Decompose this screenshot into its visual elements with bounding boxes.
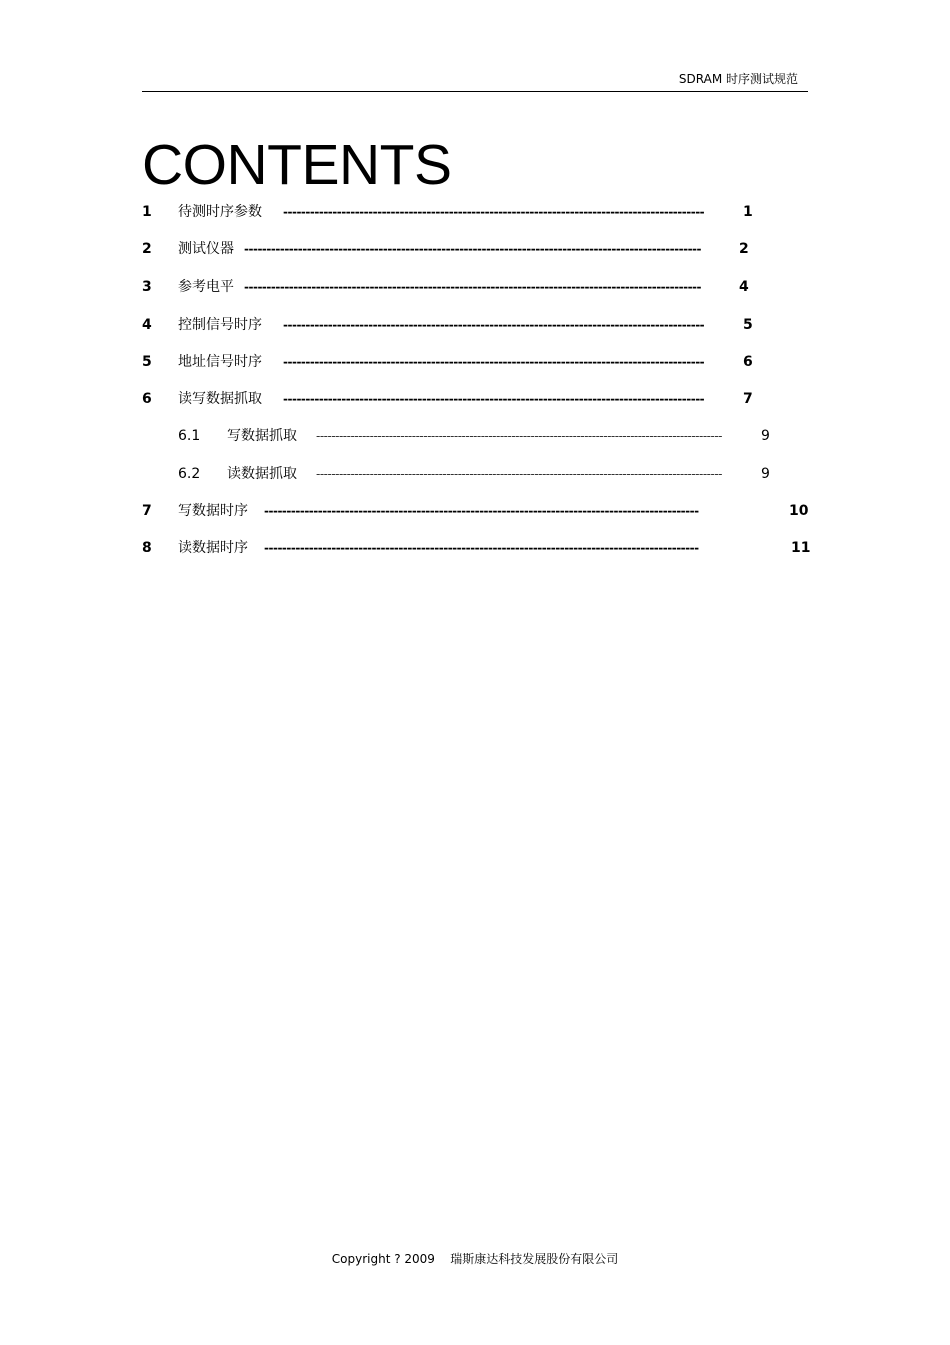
toc-number: 1: [142, 204, 152, 220]
toc-page-number: 10: [789, 503, 809, 519]
toc-label: 写数据时序: [178, 503, 248, 519]
toc-leader: ----------------------------------------------------------------------------------------------: [283, 205, 705, 219]
toc-entry-1[interactable]: [142, 202, 808, 222]
toc-number: 6.1: [178, 428, 201, 444]
toc-leader: ------------------------------------------------------------------------------------------------------: [244, 280, 702, 294]
toc-leader: ----------------------------------------------------------------------------------------------------------: [316, 467, 722, 481]
toc-entry-6-1[interactable]: [142, 426, 808, 446]
toc-label: 待测时序参数: [178, 204, 262, 220]
page-footer: [0, 1250, 950, 1267]
toc-leader: -------------------------------------------------------------------------------------------------: [264, 541, 699, 555]
toc-label: 控制信号时序: [178, 317, 262, 333]
toc-entry-8[interactable]: [142, 538, 811, 558]
header-title: SDRAM 时序测试规范: [678, 72, 798, 86]
toc-page-number: 1: [743, 204, 753, 220]
toc-leader: ----------------------------------------------------------------------------------------------: [283, 318, 705, 332]
toc-entry-7[interactable]: [142, 501, 808, 521]
toc-entry-6[interactable]: [142, 389, 808, 409]
toc-label: 写数据抓取: [227, 428, 297, 444]
toc-entry-4[interactable]: [142, 315, 808, 335]
toc-number: 2: [142, 241, 152, 257]
toc-label: 地址信号时序: [178, 354, 262, 370]
toc-leader: ------------------------------------------------------------------------------------------------------: [244, 242, 702, 256]
toc-number: 7: [142, 503, 152, 519]
toc-entry-6-2[interactable]: [142, 464, 808, 484]
contents-title: CONTENTS: [142, 133, 452, 197]
toc-label: 读数据抓取: [227, 466, 297, 482]
toc-number: 8: [142, 540, 152, 556]
toc-page-number: 9: [761, 466, 770, 482]
toc-leader: ----------------------------------------------------------------------------------------------------------: [316, 429, 722, 443]
toc-page-number: 9: [761, 428, 770, 444]
footer-copyright: Copyright ? 2009: [331, 1252, 435, 1266]
page-header: [142, 70, 808, 92]
toc-leader: ----------------------------------------------------------------------------------------------: [283, 392, 705, 406]
footer-company: 瑞斯康达科技发展股份有限公司: [450, 1252, 619, 1266]
toc-number: 3: [142, 279, 152, 295]
toc-leader: ----------------------------------------------------------------------------------------------: [283, 355, 705, 369]
toc-label: 读写数据抓取: [178, 391, 262, 407]
toc-label: 测试仪器: [178, 241, 234, 257]
toc-page-number: 7: [743, 391, 753, 407]
toc-entry-5[interactable]: [142, 352, 808, 372]
toc-label: 参考电平: [178, 279, 234, 295]
toc-number: 6: [142, 391, 152, 407]
toc-number: 4: [142, 317, 152, 333]
toc-entry-3[interactable]: [142, 277, 808, 297]
toc-page-number: 5: [743, 317, 753, 333]
toc-page-number: 6: [743, 354, 753, 370]
toc-entry-2[interactable]: [142, 239, 808, 259]
toc-leader: -------------------------------------------------------------------------------------------------: [264, 504, 699, 518]
toc-label: 读数据时序: [178, 540, 248, 556]
toc-page-number: 4: [739, 279, 749, 295]
toc-page-number: 11: [791, 540, 811, 556]
toc-number: 5: [142, 354, 152, 370]
toc-number: 6.2: [178, 466, 201, 482]
toc-page-number: 2: [739, 241, 749, 257]
